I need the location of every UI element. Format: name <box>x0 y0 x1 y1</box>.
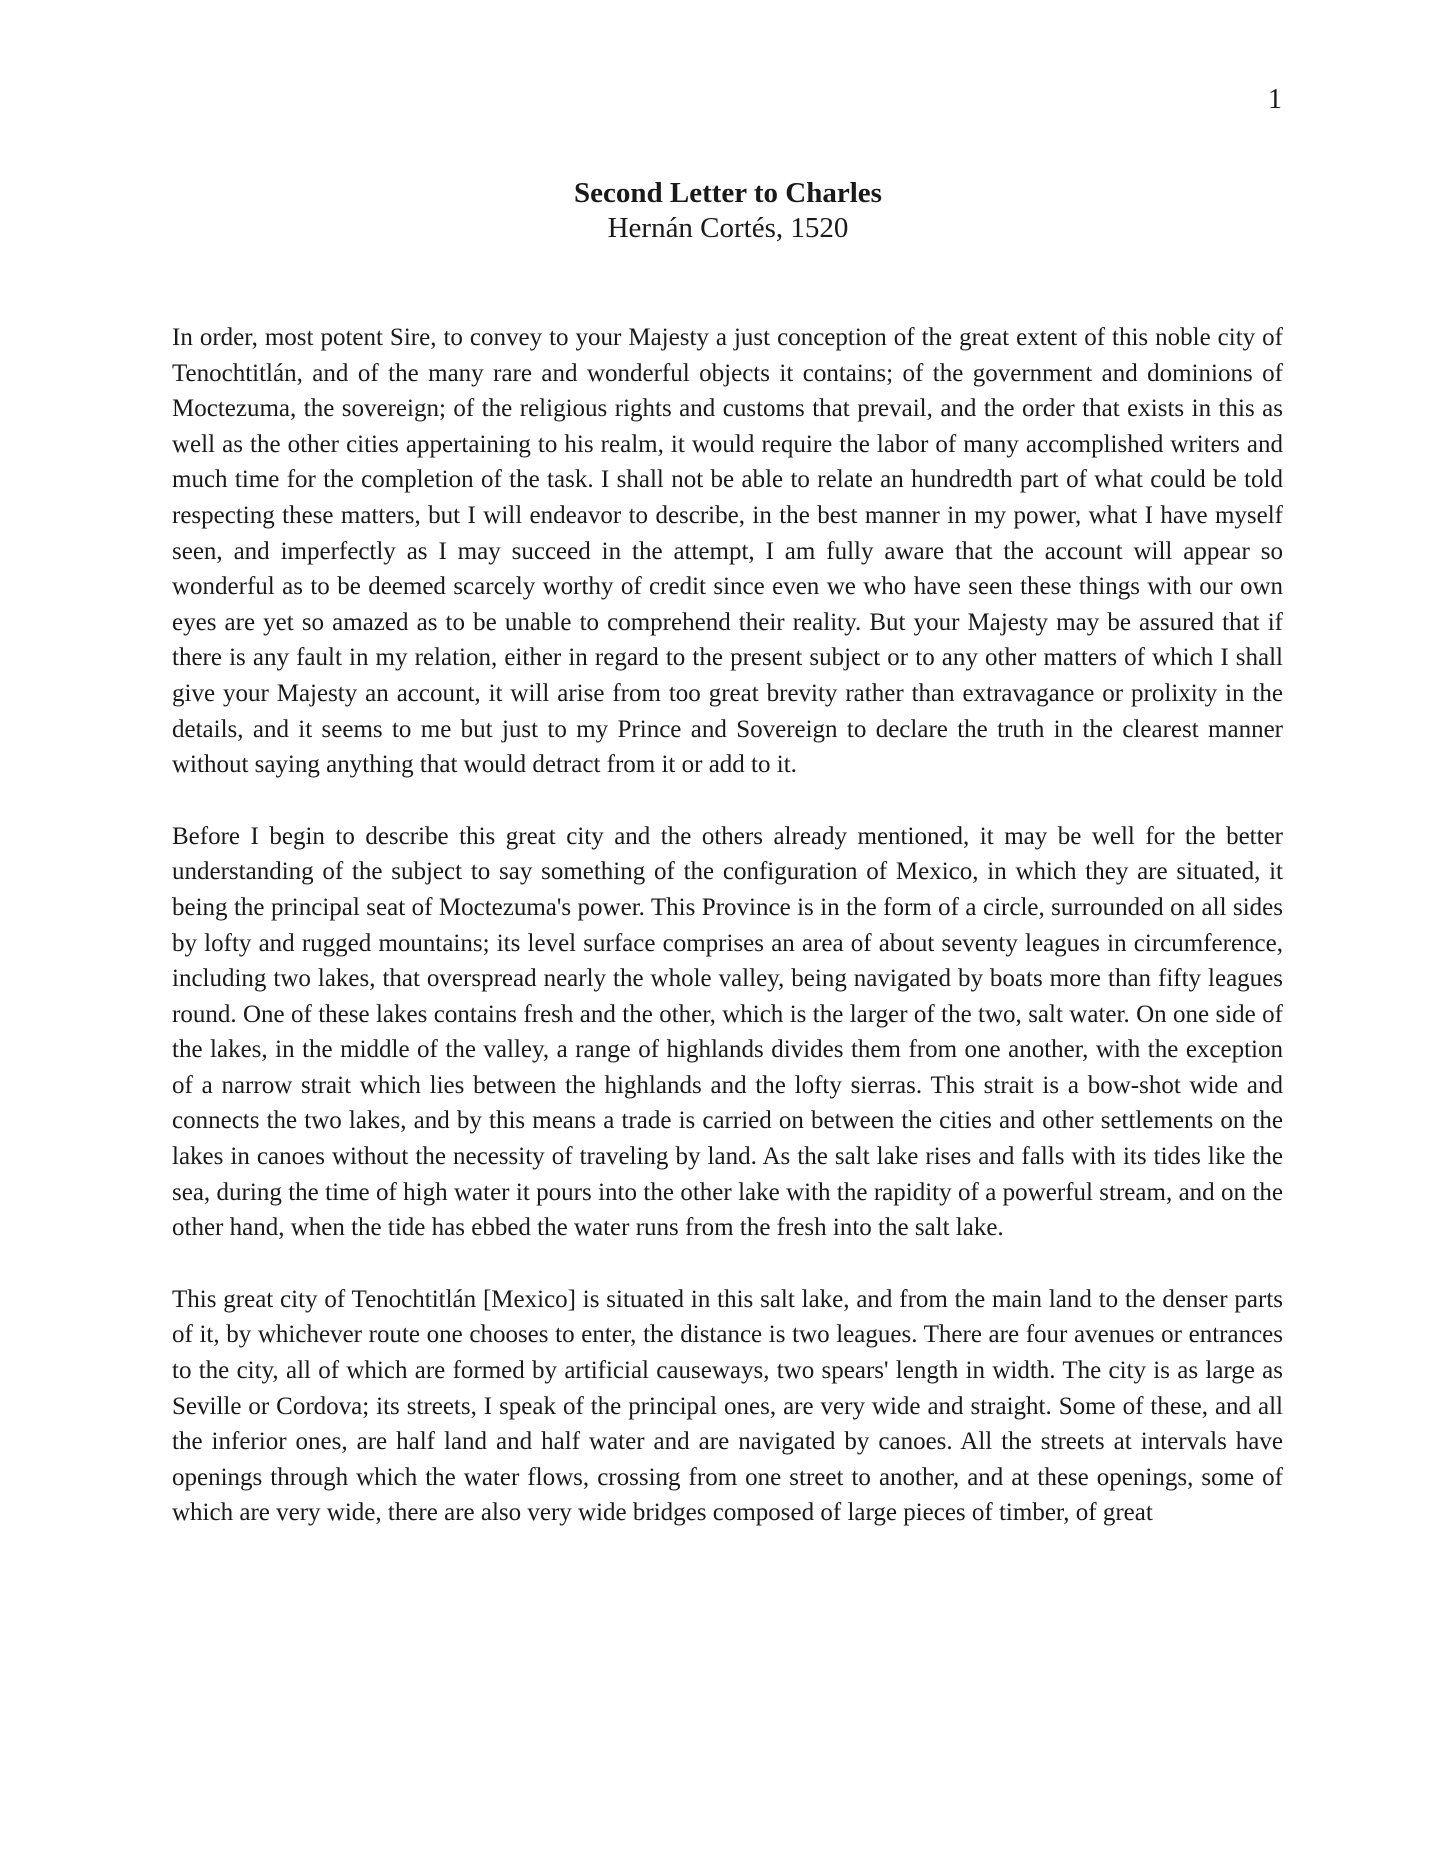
document-body <box>172 320 1283 1567</box>
document-title: Second Letter to Charles <box>574 177 882 209</box>
paragraph-2: Before I begin to describe this great city and the others already mentioned, it may be well for the better understanding of the subject to say something of the configuration of Mexico, in which they are situated, it being the principal seat of Moctezuma's power. This Province is in the form of a circle, surrounded on all sides by lofty and rugged mountains; its level surface comprises an area of about seventy leagues in circumference, including two lakes, that overspread nearly the whole valley, being navigated by boats more than fifty leagues round. One of these lakes contains fresh and the other, which is the larger of the two, salt water. On one side of the lakes, in the middle of the valley, a range of highlands divides them from one another, with the exception of a narrow strait which lies between the highlands and the lofty sierras. This strait is a bow-shot wide and connects the two lakes, and by this means a trade is carried on between the cities and other settlements on the lakes in canoes without the necessity of traveling by land. As the salt lake rises and falls with its tides like the sea, during the time of high water it pours into the other lake with the rapidity of a powerful stream, and on the other hand, when the tide has ebbed the water runs from the fresh into the salt lake. <box>172 822 1283 1242</box>
page-number: 1 <box>1268 84 1282 115</box>
document-subtitle: Hernán Cortés, 1520 <box>607 211 849 244</box>
paragraph-3: This great city of Tenochtitlán [Mexico] is situated in this salt lake, and from the main land to the denser parts of it, by whichever route one chooses to enter, the distance is two leagues. There are four avenues or entrances to the city, all of which are formed by artificial causeways, two spears' length in width. The city is as large as Seville or Cordova; its streets, I speak of the principal ones, are very wide and straight. Some of these, and all the inferior ones, are half land and half water and are navigated by canoes. All the streets at intervals have openings through which the water flows, crossing from one street to another, and at these openings, some of which are very wide, there are also very wide bridges composed of large pieces of timber, of great <box>172 1285 1283 1527</box>
paragraph-1: In order, most potent Sire, to convey to your Majesty a just conception of the great extent of this noble city of Tenochtitlán, and of the many rare and wonderful objects it contains; of the government and dominions of Moctezuma, the sovereign; of the religious rights and customs that prevail, and the order that exists in this as well as the other cities appertaining to his realm, it would require the labor of many accomplished writers and much time for the completion of the task. I shall not be able to relate an hundredth part of what could be told respecting these matters, but I will endeavor to describe, in the best manner in my power, what I have myself seen, and imperfectly as I may succeed in the attempt, I am fully aware that the account will appear so wonderful as to be deemed scarcely worthy of credit since even we who have seen these things with our own eyes are yet so amazed as to be unable to comprehend their reality. But your Majesty may be assured that if there is any fault in my relation, either in regard to the present subject or to any other matters of which I shall give your Majesty an account, it will arise from too great brevity rather than extravagance or prolixity in the details, and it seems to me but just to my Prince and Sovereign to declare the truth in the clearest manner without saying anything that would detract from it or add to it. <box>172 324 1283 779</box>
document-header <box>0 176 1456 246</box>
